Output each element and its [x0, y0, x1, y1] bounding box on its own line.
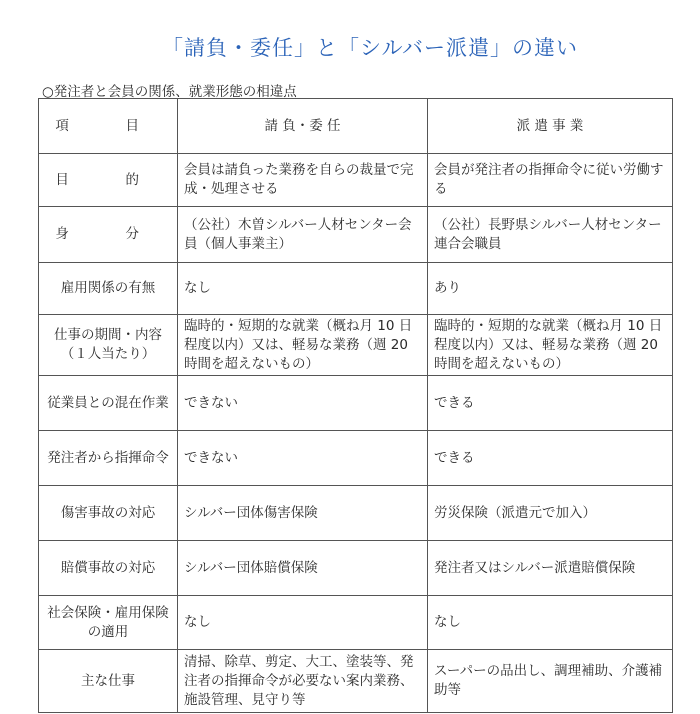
row-label: 発注者から指揮命令 [39, 431, 178, 486]
cell-haken: なし [428, 596, 673, 650]
cell-ukeoi: シルバー団体傷害保険 [178, 486, 428, 541]
table-row [39, 541, 673, 596]
cell-ukeoi: なし [178, 263, 428, 315]
table-row [39, 376, 673, 431]
row-label: 雇用関係の有無 [39, 263, 178, 315]
row-label: 社会保険・雇用保険の適用 [39, 596, 178, 650]
cell-haken: （公社）長野県シルバー人材センター連合会職員 [428, 207, 673, 263]
cell-haken: 発注者又はシルバー派遣賠償保険 [428, 541, 673, 596]
table-row [39, 431, 673, 486]
cell-haken: できる [428, 376, 673, 431]
cell-ukeoi: （公社）木曽シルバー人材センター会員（個人事業主） [178, 207, 428, 263]
cell-ukeoi: できない [178, 376, 428, 431]
cell-haken: あり [428, 263, 673, 315]
cell-ukeoi: なし [178, 596, 428, 650]
cell-ukeoi: 臨時的・短期的な就業（概ね月 10 日程度以内）又は、軽易な業務（週 20 時間を超えないもの） [178, 315, 428, 376]
table-row [39, 650, 673, 713]
row-label: 賠償事故の対応 [39, 541, 178, 596]
header-item: 項 目 [39, 99, 178, 154]
header-haken: 派 遣 事 業 [428, 99, 673, 154]
table-header-row [39, 99, 673, 154]
row-label: 従業員との混在作業 [39, 376, 178, 431]
table-row [39, 486, 673, 541]
cell-ukeoi: 清掃、除草、剪定、大工、塗装等、発注者の指揮命令が必要ない案内業務、施設管理、見守り等 [178, 650, 428, 713]
row-label: 傷害事故の対応 [39, 486, 178, 541]
cell-ukeoi: シルバー団体賠償保険 [178, 541, 428, 596]
comparison-table [38, 98, 673, 713]
table-row [39, 263, 673, 315]
table-row [39, 315, 673, 376]
row-label: 目 的 [39, 154, 178, 207]
table-row [39, 154, 673, 207]
cell-haken: 臨時的・短期的な就業（概ね月 10 日程度以内）又は、軽易な業務（週 20 時間を超えないもの） [428, 315, 673, 376]
cell-haken: できる [428, 431, 673, 486]
cell-haken: スーパーの品出し、調理補助、介護補助等 [428, 650, 673, 713]
table-row [39, 207, 673, 263]
header-ukeoi: 請 負・委 任 [178, 99, 428, 154]
cell-haken: 労災保険（派遣元で加入） [428, 486, 673, 541]
row-label: 主な仕事 [39, 650, 178, 713]
cell-ukeoi: 会員は請負った業務を自らの裁量で完成・処理させる [178, 154, 428, 207]
cell-haken: 会員が発注者の指揮命令に従い労働する [428, 154, 673, 207]
section-subtitle: ○発注者と会員の関係、就業形態の相違点 [42, 84, 297, 100]
row-label: 仕事の期間・内容（１人当たり） [39, 315, 178, 376]
document-title: 「請負・委任」と「シルバー派遣」の違い [161, 36, 578, 60]
table-row [39, 596, 673, 650]
row-label: 身 分 [39, 207, 178, 263]
cell-ukeoi: できない [178, 431, 428, 486]
